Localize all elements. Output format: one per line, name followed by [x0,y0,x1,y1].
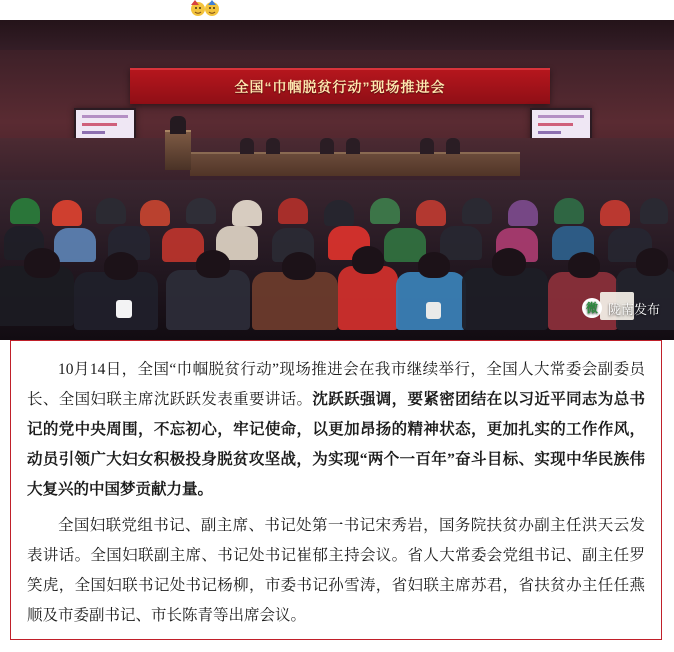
audience-person [52,200,82,226]
audience-person [10,198,40,224]
top-decoration-strip [0,0,674,20]
panelist-figure [446,138,460,154]
audience-person [440,226,482,260]
audience-head [196,250,230,278]
audience-head [352,246,384,274]
audience-person [554,198,584,224]
paragraph-1-run-1: 10月14日，全国“巾帼脱贫行动”现场推进会在我市继续举行，全国人大常委会副委员长、全国妇联主席沈跃跃发表重要讲话。 [27,361,645,408]
paragraph-2 [27,511,645,631]
audience-head [282,252,316,280]
audience-person [370,198,400,224]
screen-line [538,115,584,118]
watermark [582,298,660,318]
panelist-figure [320,138,334,154]
conference-photo [0,20,674,340]
audience-person [278,198,308,224]
panelist-figure [420,138,434,154]
audience-person [252,272,338,330]
screen-line [82,115,128,118]
audience-head [636,248,668,276]
teacup [426,302,441,319]
audience-person [166,270,250,330]
audience-person [232,200,262,226]
audience-person [324,200,354,226]
stage-banner [130,68,550,104]
screen-line [82,123,117,126]
audience-person [186,198,216,224]
head-table [190,152,520,176]
audience-person [338,266,398,330]
audience-person [640,198,668,224]
wechat-icon: 微 [582,298,602,318]
screen-line [538,131,561,134]
panelist-figure [266,138,280,154]
audience-person [54,228,96,262]
screen-line [82,131,105,134]
article-text-box [10,340,662,640]
audience-head [568,252,600,278]
watermark-label: 陇南发布 [607,301,660,317]
panelist-figure [346,138,360,154]
audience-person [140,200,170,226]
party-emoji-icon [186,0,224,19]
audience-person [396,272,466,330]
audience-person [462,268,548,330]
audience-area [0,180,674,340]
teacup [116,300,132,318]
audience-person [96,198,126,224]
screen-line [538,123,573,126]
audience-person [416,200,446,226]
paragraph-2-run-1: 全国妇联党组书记、副主席、书记处第一书记宋秀岩，国务院扶贫办副主任洪天云发表讲话。全国妇联副主席、书记处书记崔郁主持会议。省人大常委会党组书记、副主任罗笑虎，全国妇联书记处书记杨柳，市委书记孙雪涛，省妇联主席苏君，省扶贫办主任任燕顺及市委副书记、市长陈青等出席会议。 [27,517,645,624]
stage-banner-text: 全国“巾帼脱贫行动”现场推进会 [234,79,446,95]
panelist-figure [240,138,254,154]
audience-head [492,248,526,276]
speaker-figure [170,116,186,134]
audience-person [508,200,538,226]
audience-person [462,198,492,224]
audience-head [104,252,138,280]
audience-head [24,248,60,278]
paragraph-1 [27,355,645,505]
podium [165,130,191,170]
paragraph-1-run-2-bold: 沈跃跃强调，要紧密团结在以习近平同志为总书记的党中央周围，不忘初心，牢记使命，以更加昂扬的精神状态，更加扎实的工作作风，动员引领广大妇女积极投身脱贫攻坚战，为实现“两个一百年”奋斗目标、实现中华民族伟大复兴的中国梦贡献力量。 [27,391,645,498]
audience-person [600,200,630,226]
audience-head [418,252,450,278]
